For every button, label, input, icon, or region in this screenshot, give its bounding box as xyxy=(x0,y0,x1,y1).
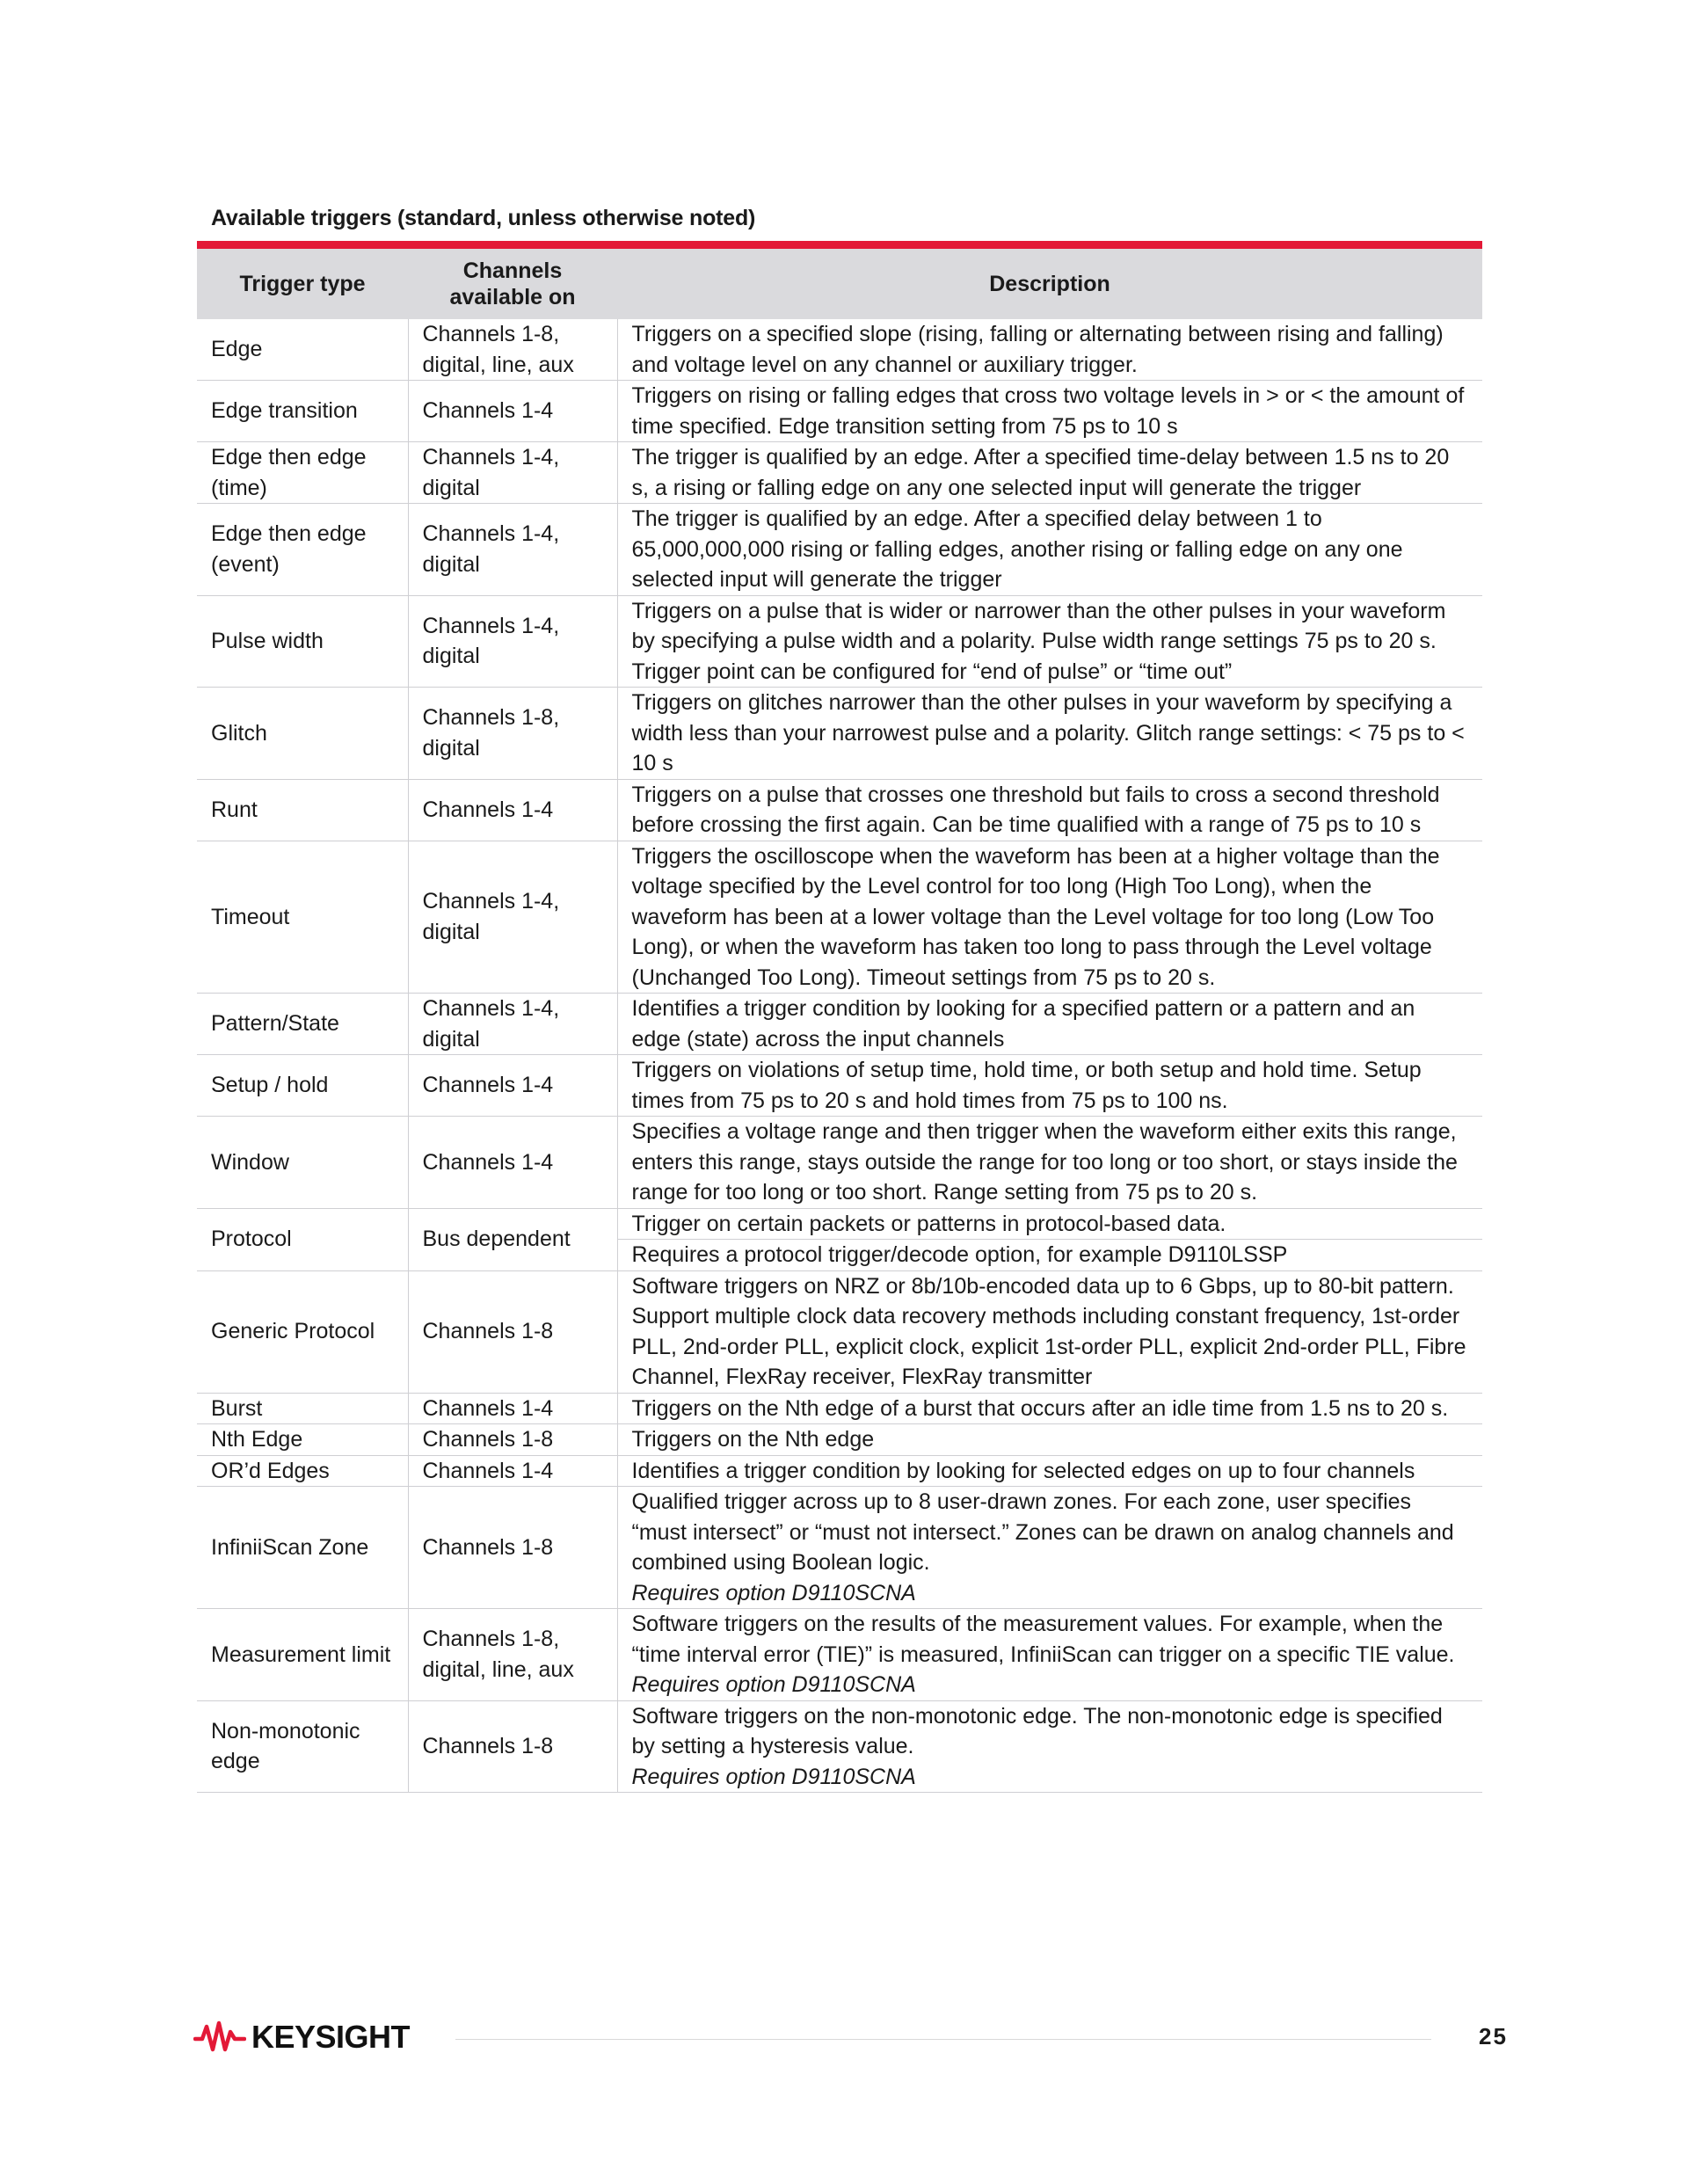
cell-description xyxy=(617,1424,1482,1456)
cell-description xyxy=(617,1393,1482,1424)
triggers-table-wrapper xyxy=(197,241,1482,1793)
table-row xyxy=(197,994,1482,1055)
description-text: Triggers on a pulse that crosses one threshold but fails to cross a second threshold before crossing the first again. Can be time qualified with a range of 75 ps to 10 s xyxy=(631,782,1440,837)
description-text: Specifies a voltage range and then trigger when the waveform either exits this range, enters this range, stays outside the range for too long or too short, or stays inside the range for too long or too short. Range setting from 75 ps to 20 s. xyxy=(631,1119,1458,1205)
cell-description xyxy=(617,1455,1482,1487)
cell-trigger-type: Edge xyxy=(197,319,408,381)
cell-trigger-type: InfiniiScan Zone xyxy=(197,1487,408,1609)
table-row xyxy=(197,1208,1482,1270)
footer-divider xyxy=(455,2039,1431,2040)
table-row xyxy=(197,1270,1482,1393)
cell-trigger-type: Pattern/State xyxy=(197,994,408,1055)
cell-trigger-type: Glitch xyxy=(197,688,408,780)
description-text: Triggers on the Nth edge xyxy=(631,1427,875,1452)
cell-channels: Channels 1-4 xyxy=(408,1455,617,1487)
description-option-note: Requires option D9110SCNA xyxy=(631,1580,916,1605)
cell-trigger-type: Pulse width xyxy=(197,595,408,688)
description-text: Identifies a trigger condition by looking for selected edges on up to four channels xyxy=(631,1458,1415,1483)
description-text: Triggers on glitches narrower than the other pulses in your waveform by specifying a width less than your narrowest pulse and a polarity. Glitch range settings: < 75 ps to < 10 s xyxy=(631,690,1465,775)
cell-channels: Channels 1-4 xyxy=(408,1393,617,1424)
cell-trigger-type: Runt xyxy=(197,779,408,841)
header-channels-line2: available on xyxy=(449,285,576,309)
cell-description xyxy=(617,779,1482,841)
cell-trigger-type: Nth Edge xyxy=(197,1424,408,1456)
description-text: Triggers on the Nth edge of a burst that occurs after an idle time from 1.5 ns to 20 s. xyxy=(631,1395,1449,1421)
table-body xyxy=(197,319,1482,1793)
footer-logo xyxy=(193,2019,410,2056)
cell-channels: Channels 1-8 xyxy=(408,1270,617,1393)
table-row xyxy=(197,1455,1482,1487)
description-text: Trigger on certain packets or patterns in protocol-based data. xyxy=(631,1211,1226,1236)
table-row xyxy=(197,319,1482,381)
cell-description xyxy=(617,504,1482,596)
table-row xyxy=(197,381,1482,442)
description-option-note: Requires option D9110SCNA xyxy=(631,1672,916,1697)
cell-trigger-type: Setup / hold xyxy=(197,1055,408,1117)
cell-channels: Channels 1-4 xyxy=(408,381,617,442)
table-row xyxy=(197,1055,1482,1117)
cell-channels: Channels 1-4 xyxy=(408,1117,617,1209)
description-text: Software triggers on the non-monotonic edge. The non-monotonic edge is specified by setting a hysteresis value. xyxy=(631,1703,1443,1758)
cell-description xyxy=(617,442,1482,504)
table-row xyxy=(197,779,1482,841)
cell-description xyxy=(617,319,1482,381)
cell-description xyxy=(617,381,1482,442)
cell-description xyxy=(617,1609,1482,1701)
cell-channels: Channels 1-8, digital, line, aux xyxy=(408,319,617,381)
description-requirement: Requires a protocol trigger/decode option, for example D9110LSSP xyxy=(618,1239,1483,1270)
description-text: The trigger is qualified by an edge. After a specified time-delay between 1.5 ns to 20 s, a rising or falling edge on any one selected input will generate the trigger xyxy=(631,445,1450,500)
cell-description xyxy=(617,1487,1482,1609)
table-row xyxy=(197,504,1482,596)
table-row xyxy=(197,595,1482,688)
table-row xyxy=(197,1609,1482,1701)
table-row xyxy=(197,1487,1482,1609)
description-text: Triggers on rising or falling edges that cross two voltage levels in > or < the amount of time specified. Edge transition setting from 75 ps to 10 s xyxy=(631,383,1465,439)
cell-channels: Channels 1-8 xyxy=(408,1700,617,1793)
cell-channels: Channels 1-4 xyxy=(408,779,617,841)
description-text: Software triggers on the results of the measurement values. For example, when the “time interval error (TIE)” is measured, InfiniiScan can trigger on a specific TIE value. xyxy=(631,1612,1455,1667)
cell-trigger-type: Non-monotonic edge xyxy=(197,1700,408,1793)
description-text: Triggers the oscilloscope when the waveform has been at a higher voltage than the voltage specified by the Level control for too long (High Too Long), when the waveform has been at a lower voltage than the Level voltage for too long (Low Too Long), or when the waveform has taken too long to pass through the Level voltage (Unchanged Too Long). Timeout settings from 75 ps to 20 s. xyxy=(631,843,1440,990)
cell-trigger-type: Protocol xyxy=(197,1208,408,1270)
cell-trigger-type: Edge then edge (event) xyxy=(197,504,408,596)
description-text: Triggers on a pulse that is wider or narrower than the other pulses in your waveform by specifying a pulse width and a polarity. Pulse width range settings 75 ps to 20 s. Trigger point can be configured for “end of pulse” or “time out” xyxy=(631,598,1446,684)
cell-description xyxy=(617,1055,1482,1117)
cell-trigger-type: Burst xyxy=(197,1393,408,1424)
header-description: Description xyxy=(617,249,1482,319)
description-text: Triggers on violations of setup time, hold time, or both setup and hold time. Setup times from 75 ps to 20 s and hold times from 75 ps to 100 ns. xyxy=(631,1058,1422,1113)
table-row xyxy=(197,1424,1482,1456)
cell-trigger-type: Edge then edge (time) xyxy=(197,442,408,504)
logo-text: KEYSIGHT xyxy=(251,2019,411,2055)
cell-channels: Channels 1-4, digital xyxy=(408,442,617,504)
cell-channels: Channels 1-8, digital xyxy=(408,688,617,780)
cell-trigger-type: Window xyxy=(197,1117,408,1209)
cell-channels: Channels 1-4 xyxy=(408,1055,617,1117)
table-row xyxy=(197,442,1482,504)
header-channels xyxy=(408,249,617,319)
cell-channels: Channels 1-4, digital xyxy=(408,504,617,596)
triggers-table xyxy=(197,249,1482,1793)
cell-trigger-type: Generic Protocol xyxy=(197,1270,408,1393)
cell-description xyxy=(617,1117,1482,1209)
cell-description xyxy=(617,994,1482,1055)
description-text: Qualified trigger across up to 8 user-drawn zones. For each zone, user specifies “must intersect” or “must not intersect.” Zones can be drawn on analog channels and combined using Boolean logic. xyxy=(631,1489,1454,1575)
page-number: 25 xyxy=(1479,2023,1508,2049)
cell-description xyxy=(617,1700,1482,1793)
description-text: Triggers on a specified slope (rising, falling or alternating between rising and falling) and voltage level on any channel or auxiliary trigger. xyxy=(631,322,1444,377)
cell-channels: Channels 1-8 xyxy=(408,1424,617,1456)
description-option-note: Requires option D9110SCNA xyxy=(631,1764,916,1789)
cell-channels: Channels 1-4, digital xyxy=(408,841,617,994)
description-text: The trigger is qualified by an edge. After a specified delay between 1 to 65,000,000,000 rising or falling edges, another rising or falling edge on any one selected input will generate the trigger xyxy=(631,506,1403,592)
cell-trigger-type: OR’d Edges xyxy=(197,1455,408,1487)
cell-trigger-type: Edge transition xyxy=(197,381,408,442)
description-text: Software triggers on NRZ or 8b/10b-encoded data up to 6 Gbps, up to 80-bit pattern. Support multiple clock data recovery methods including constant frequency, 1st-order PLL, 2nd-order PLL, explicit clock, explicit 1st-order PLL, explicit 2nd-order PLL, Fibre Channel, FlexRay receiver, FlexRay transmitter xyxy=(631,1273,1466,1389)
keysight-wave-icon xyxy=(193,2020,246,2055)
cell-channels: Channels 1-4, digital xyxy=(408,994,617,1055)
cell-channels: Channels 1-8, digital, line, aux xyxy=(408,1609,617,1701)
description-text: Identifies a trigger condition by looking for a specified pattern or a pattern and an edge (state) across the input channels xyxy=(631,996,1415,1052)
cell-description xyxy=(617,841,1482,994)
table-row xyxy=(197,1117,1482,1209)
table-row xyxy=(197,688,1482,780)
table-caption: Available triggers (standard, unless otherwise noted) xyxy=(211,206,756,230)
cell-description xyxy=(617,688,1482,780)
header-trigger-type: Trigger type xyxy=(197,249,408,319)
cell-description xyxy=(617,1270,1482,1393)
header-channels-line1: Channels xyxy=(462,258,563,283)
cell-description xyxy=(617,595,1482,688)
cell-description xyxy=(617,1208,1482,1270)
cell-channels: Bus dependent xyxy=(408,1208,617,1270)
table-header-row xyxy=(197,249,1482,319)
table-row xyxy=(197,1700,1482,1793)
cell-trigger-type: Measurement limit xyxy=(197,1609,408,1701)
table-row xyxy=(197,841,1482,994)
table-row xyxy=(197,1393,1482,1424)
cell-channels: Channels 1-4, digital xyxy=(408,595,617,688)
cell-channels: Channels 1-8 xyxy=(408,1487,617,1609)
cell-trigger-type: Timeout xyxy=(197,841,408,994)
